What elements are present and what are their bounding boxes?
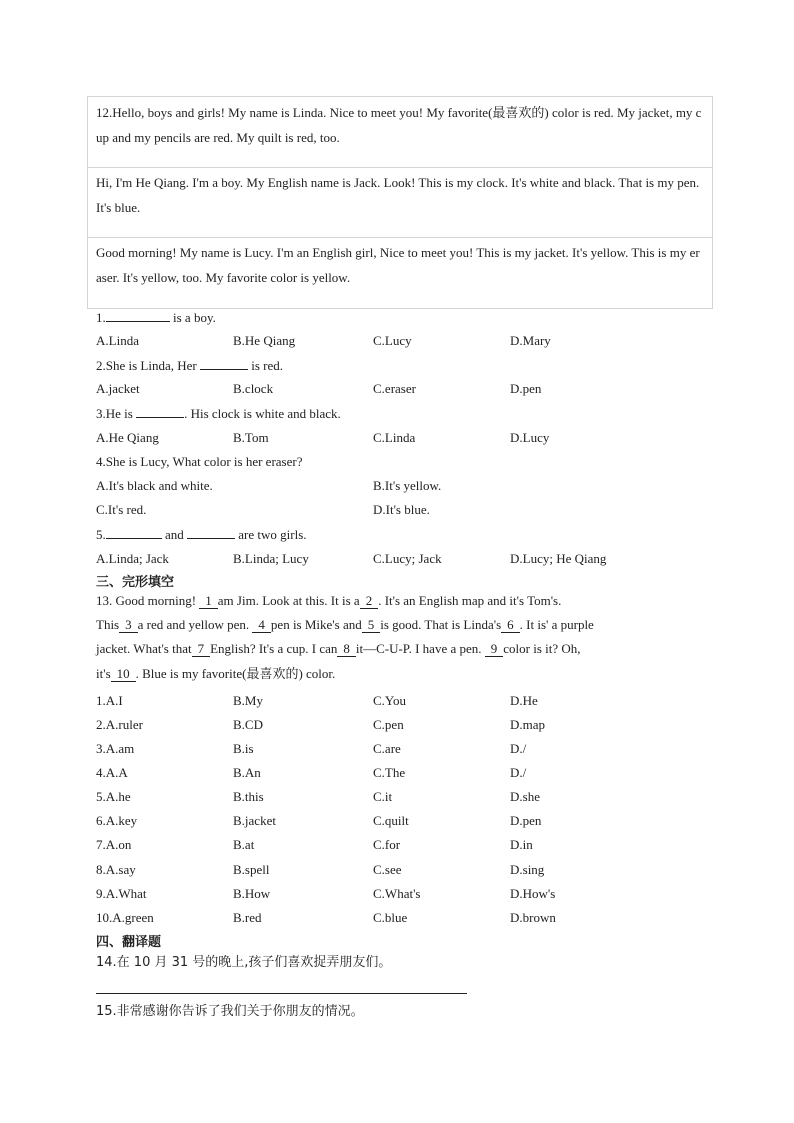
- cloze-blank: 7: [192, 641, 211, 657]
- cloze-option-d: D.sing: [510, 862, 545, 877]
- question-text: 3.He is: [96, 406, 137, 421]
- cloze-option-a: 6.A.key: [96, 813, 138, 828]
- answer-blank: [106, 525, 162, 539]
- cloze-blank: 8: [337, 641, 356, 657]
- cloze-passage-line: [96, 665, 335, 682]
- question-14: 14.在 10 月 31 号的晚上,孩子们喜欢捉弄朋友们。: [96, 955, 392, 970]
- question-15: 15.非常感谢你告诉了我们关于你朋友的情况。: [96, 1004, 364, 1019]
- cloze-option-a: 5.A.he: [96, 789, 131, 804]
- question-text: is red.: [247, 358, 284, 373]
- passage-text: pen is Mike's and: [270, 617, 362, 632]
- cloze-option-b: B.CD: [233, 717, 263, 732]
- passage-text: . Blue is my favorite(最喜欢的) color.: [135, 666, 336, 681]
- cloze-option-a: 2.A.ruler: [96, 717, 143, 732]
- passage-he-qiang: Hi, I'm He Qiang. I'm a boy. My English name is Jack. Look! This is my clock. It's white and black. That is my pen. It's blue.: [88, 168, 712, 238]
- cloze-passage-line: [96, 616, 594, 633]
- cloze-option-c: C.for: [373, 837, 401, 852]
- cloze-option-b: B.jacket: [233, 813, 276, 828]
- cloze-option-a: 10.A.green: [96, 910, 154, 925]
- passage-text: color is it? Oh,: [503, 641, 581, 656]
- answer-blank: [136, 404, 184, 418]
- cloze-option-d: D./: [510, 741, 527, 756]
- cloze-blank: 4: [252, 617, 271, 633]
- cloze-option-b: B.An: [233, 765, 261, 780]
- cloze-option-b: B.My: [233, 693, 263, 708]
- question-2: [96, 356, 283, 374]
- question-1: [96, 308, 216, 326]
- passage-text: . It's an English map and it's Tom's.: [378, 593, 562, 608]
- question-text: 1.: [96, 310, 106, 325]
- answer-blank: [187, 525, 235, 539]
- section-heading-cloze: 三、完形填空: [96, 575, 175, 590]
- question-4: 4.She is Lucy, What color is her eraser?: [96, 454, 303, 469]
- question-5: [96, 525, 307, 543]
- option-b: B.Tom: [233, 430, 269, 445]
- cloze-option-d: D.in: [510, 837, 533, 852]
- cloze-option-a: 8.A.say: [96, 862, 136, 877]
- passage-text: . It is' a purple: [519, 617, 594, 632]
- cloze-blank: 10: [111, 666, 136, 682]
- cloze-option-b: B.red: [233, 910, 262, 925]
- cloze-option-b: B.How: [233, 886, 271, 901]
- answer-blank: [106, 308, 170, 322]
- cloze-passage-line: [96, 592, 561, 609]
- cloze-option-d: D./: [510, 765, 527, 780]
- cloze-option-d: D.brown: [510, 910, 556, 925]
- passage-linda: 12.Hello, boys and girls! My name is Linda. Nice to meet you! My favorite(最喜欢的) color is red. My jacket, my cup and my pencils are red. My quilt is red, too.: [88, 97, 712, 168]
- option-d: D.Lucy; He Qiang: [510, 551, 607, 566]
- cloze-option-b: B.is: [233, 741, 254, 756]
- cloze-option-d: D.How's: [510, 886, 556, 901]
- passage-text: English? It's a cup. I can: [210, 641, 338, 656]
- question-text: are two girls.: [235, 527, 307, 542]
- option-a: A.Linda: [96, 333, 139, 348]
- option-a: A.jacket: [96, 381, 140, 396]
- option-d: D.pen: [510, 381, 542, 396]
- cloze-option-a: 1.A.I: [96, 693, 123, 708]
- question-text: and: [161, 527, 188, 542]
- cloze-option-b: B.spell: [233, 862, 270, 877]
- option-a: A.It's black and white.: [96, 478, 213, 493]
- cloze-blank: 9: [485, 641, 504, 657]
- option-b: B.clock: [233, 381, 274, 396]
- cloze-option-a: 7.A.on: [96, 837, 132, 852]
- cloze-blank: 1: [199, 593, 218, 609]
- option-c: C.Lucy: [373, 333, 412, 348]
- option-a: A.He Qiang: [96, 430, 159, 445]
- cloze-option-c: C.The: [373, 765, 406, 780]
- option-c: C.It's red.: [96, 502, 147, 517]
- cloze-option-c: C.blue: [373, 910, 408, 925]
- question-3: [96, 404, 341, 422]
- passage-text: it's: [96, 666, 111, 681]
- option-b: B.Linda; Lucy: [233, 551, 309, 566]
- passage-text: a red and yellow pen.: [137, 617, 253, 632]
- cloze-option-d: D.she: [510, 789, 540, 804]
- cloze-option-b: B.this: [233, 789, 264, 804]
- question-text: . His clock is white and black.: [184, 406, 341, 421]
- cloze-option-d: D.pen: [510, 813, 542, 828]
- question-text: is a boy.: [169, 310, 216, 325]
- cloze-option-a: 9.A.What: [96, 886, 147, 901]
- passage-text: is good. That is Linda's: [380, 617, 502, 632]
- cloze-option-d: D.He: [510, 693, 538, 708]
- passage-text: jacket. What's that: [96, 641, 192, 656]
- option-d: D.Lucy: [510, 430, 550, 445]
- cloze-blank: 5: [362, 617, 381, 633]
- cloze-option-c: C.quilt: [373, 813, 409, 828]
- cloze-option-b: B.at: [233, 837, 255, 852]
- section-heading-translation: 四、翻译题: [96, 935, 162, 950]
- option-c: C.Linda: [373, 430, 416, 445]
- answer-line[interactable]: [96, 993, 467, 994]
- cloze-option-c: C.see: [373, 862, 402, 877]
- cloze-option-a: 4.A.A: [96, 765, 128, 780]
- option-d: D.Mary: [510, 333, 551, 348]
- option-b: B.It's yellow.: [373, 478, 442, 493]
- option-b: B.He Qiang: [233, 333, 296, 348]
- cloze-option-c: C.You: [373, 693, 407, 708]
- cloze-blank: 6: [501, 617, 520, 633]
- option-c: C.Lucy; Jack: [373, 551, 442, 566]
- passage-text: it—C-U-P. I have a pen.: [355, 641, 485, 656]
- cloze-blank: 2: [360, 593, 379, 609]
- cloze-blank: 3: [119, 617, 138, 633]
- option-a: A.Linda; Jack: [96, 551, 169, 566]
- question-text: 2.She is Linda, Her: [96, 358, 200, 373]
- cloze-option-c: C.What's: [373, 886, 421, 901]
- option-d: D.It's blue.: [373, 502, 430, 517]
- cloze-option-c: C.are: [373, 741, 401, 756]
- passage-text: am Jim. Look at this. It is a: [217, 593, 360, 608]
- question-text: 5.: [96, 527, 106, 542]
- option-c: C.eraser: [373, 381, 416, 396]
- cloze-option-d: D.map: [510, 717, 546, 732]
- passage-text: 13. Good morning!: [96, 593, 200, 608]
- answer-blank: [200, 356, 248, 370]
- passage-lucy: Good morning! My name is Lucy. I'm an English girl, Nice to meet you! This is my jacket. It's yellow. This is my eraser. It's yellow, too. My favorite color is yellow.: [96, 245, 700, 285]
- cloze-option-a: 3.A.am: [96, 741, 135, 756]
- passage-text: This: [96, 617, 120, 632]
- passage-table: [87, 96, 713, 309]
- cloze-option-c: C.it: [373, 789, 393, 804]
- cloze-option-c: C.pen: [373, 717, 404, 732]
- cloze-passage-line: [96, 640, 581, 657]
